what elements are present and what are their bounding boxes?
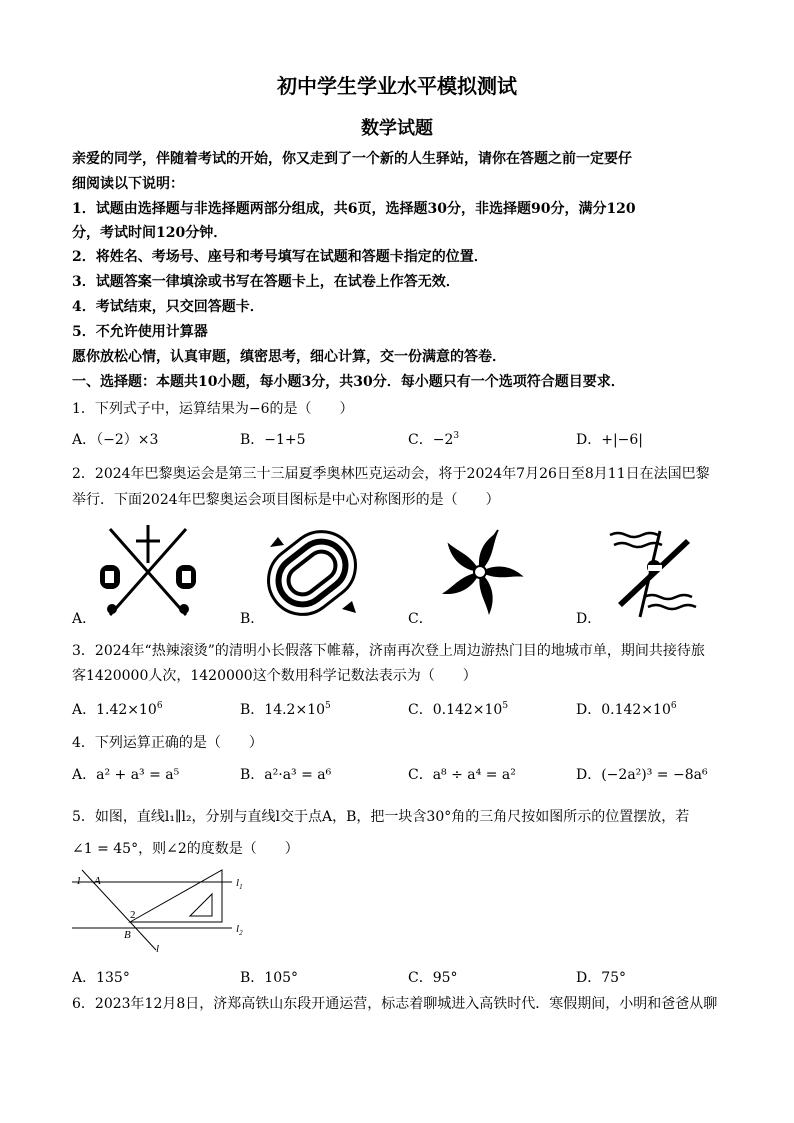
geometry-figure: [72, 866, 252, 956]
q3-option-a: A．$1.42\times 10^6$: [72, 701, 163, 718]
q3-option-c: C．$0.142\times 10^5$: [408, 701, 509, 718]
exam-title: 初中学生学业水平模拟测试: [277, 74, 517, 98]
q4-option-a: A．a² + a³ = a⁵: [72, 767, 180, 783]
q3-option-b: B．$14.2\times 10^5$: [240, 701, 331, 718]
q2-option-c: C．: [408, 611, 433, 627]
q2-option-b: B．: [240, 611, 265, 627]
q2-option-d: D．: [576, 611, 602, 627]
wish-line: 愿你放松心情，认真审题，缜密思考，细心计算，交一份满意的答卷．: [72, 349, 506, 365]
q3-option-d: D．$0.142\times 10^6$: [576, 701, 677, 718]
q1-option-d: D．+|−6|: [576, 432, 644, 448]
point-b-label: B: [124, 929, 131, 941]
q5-option-a: A．135°: [72, 970, 130, 986]
question-5-stem: ∠1 = 45°，则∠2的度数是（ ）: [72, 841, 299, 857]
q5-option-c: C．95°: [408, 970, 458, 986]
fencing-icon: [96, 523, 200, 619]
exam-subtitle: 数学试题: [361, 118, 433, 139]
rule-item: 3．试题答案一律填涂或书写在答题卡上，在试卷上作答无效．: [72, 274, 460, 290]
question-3-stem: 3．2024年“热辣滚烫”的清明小长假落下帷幕，济南再次登上周边游热门目的地城市单，期间共接待旅: [72, 643, 705, 659]
question-6-stem: 6．2023年12月8日，济郑高铁山东段开通运营，标志着聊城进入高铁时代．寒假期间，小明和爸爸从聊: [72, 996, 718, 1012]
q1-option-b: B．−1+5: [240, 432, 306, 448]
question-2-stem: 2．2024年巴黎奥运会是第三十三届夏季奥林匹克运动会，将于2024年7月26日至8月11日在法国巴黎: [72, 466, 710, 482]
pinwheel-icon: [432, 524, 528, 620]
rule-item: 4．考试结束，只交回答题卡．: [72, 299, 264, 315]
question-3-stem: 客1420000人次，1420000这个数用科学记数法表示为（ ）: [72, 668, 477, 684]
question-2-stem: 举行．下面2024年巴黎奥运会项目图标是中心对称图形的是（ ）: [72, 492, 500, 508]
point-a-label: A: [94, 875, 101, 887]
q4-option-c: C．a⁸ ÷ a⁴ = a²: [408, 767, 516, 783]
angle-2-label: 2: [130, 909, 136, 921]
rule-item: 5．不允许使用计算器: [72, 324, 208, 340]
line-l1-label: $l_1$: [236, 877, 243, 891]
q4-option-d: D．(−2a²)³ = −8a⁶: [576, 767, 708, 783]
athletics-track-icon: [262, 527, 362, 619]
q1-option-c: C．$-2^3$: [408, 431, 460, 448]
section-heading: 一、选择题：本题共10小题，每小题3分，共30分．每小题只有一个选项符合题目要求．: [72, 374, 625, 390]
q2-option-a: A．: [72, 611, 97, 627]
angle-1-label: 1: [76, 875, 82, 887]
rule-item: 分，考试时间120分钟．: [72, 225, 228, 241]
line-l-label: l: [156, 943, 160, 955]
question-5-stem: 5．如图，直线l₁∥l₂，分别与直线l交于点A，B，把一块含30°角的三角尺按如图所示的位置摆放，若: [72, 809, 690, 825]
q5-option-b: B．105°: [240, 970, 299, 986]
kayak-icon: [600, 527, 704, 619]
q5-option-d: D．75°: [576, 970, 627, 986]
intro-line: 亲爱的同学，伴随着考试的开始，你又走到了一个新的人生驿站，请你在答题之前一定要仔: [72, 151, 632, 167]
line-l2-label: $l_2$: [236, 923, 243, 937]
intro-line: 细阅读以下说明：: [72, 176, 184, 192]
question-4-stem: 4．下列运算正确的是（ ）: [72, 735, 263, 751]
rule-item: 2．将姓名、考场号、座号和考号填写在试题和答题卡指定的位置．: [72, 249, 488, 265]
question-1-stem: 1．下列式子中，运算结果为−6的是（ ）: [72, 401, 354, 417]
rule-item: 1．试题由选择题与非选择题两部分组成，共6页，选择题30分，非选择题90分，满分120: [72, 201, 636, 217]
q4-option-b: B．a²·a³ = a⁶: [240, 767, 332, 783]
q1-option-a: A．（−2）×3: [72, 432, 159, 448]
